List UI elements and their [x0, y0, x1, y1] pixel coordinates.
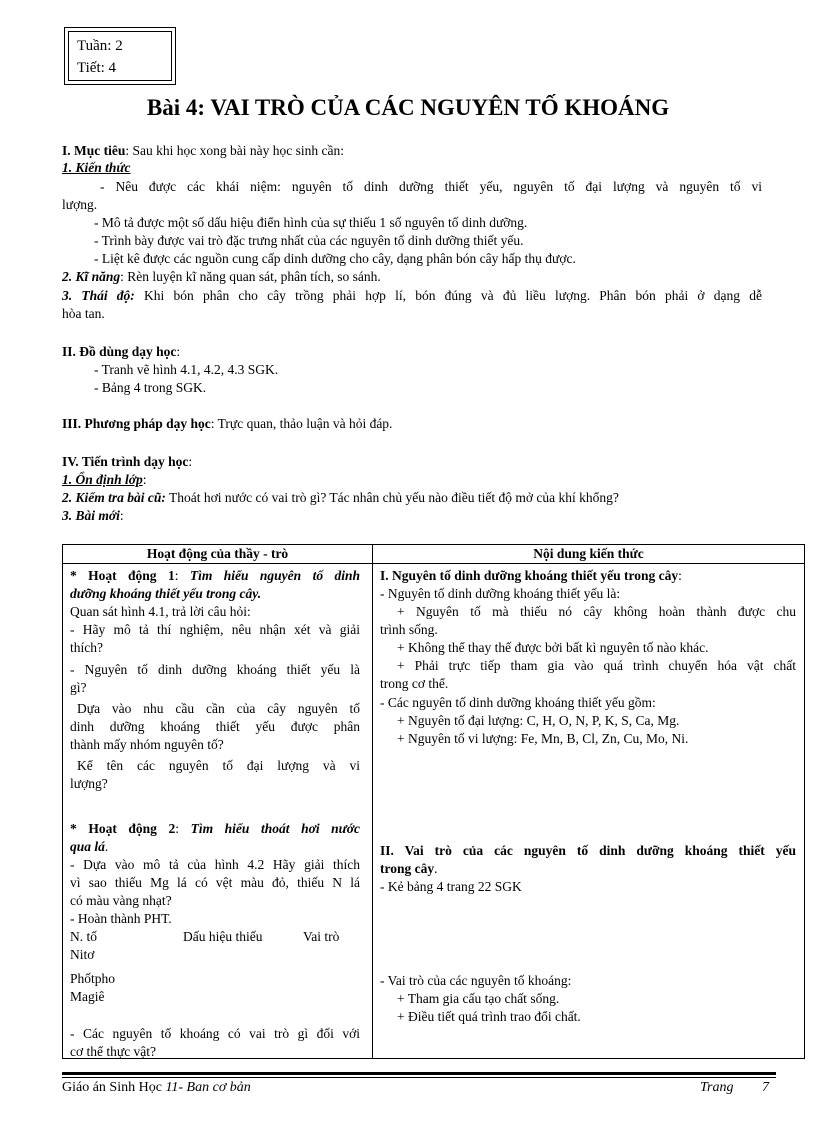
- activities-cell: [63, 564, 372, 1058]
- footer-page-number: 7: [762, 1080, 769, 1095]
- attitude-text-1: Khi bón phân cho cây trồng phải hợp lí, bón đúng và đủ liều lượng. Phân bón phải ở dạng dễ: [134, 288, 762, 303]
- activity1-title-1: Tìm hiểu nguyên tố dinh: [189, 568, 360, 583]
- attitude-text-2: hòa tan.: [62, 306, 105, 321]
- materials-item-2: - Bảng 4 trong SGK.: [94, 380, 207, 395]
- step3-colon: :: [119, 508, 124, 523]
- pht-row-element: Magiê: [70, 989, 105, 1004]
- activity2-prefix: * Hoạt động 2: [70, 821, 176, 836]
- left-line: Dựa vào nhu cầu cần của cây nguyên tố: [77, 701, 360, 716]
- pht-header-role: Vai trò: [303, 929, 340, 944]
- section2-dot: .: [434, 861, 438, 876]
- right-line: + Nguyên tố vi lượng: Fe, Mn, B, Cl, Zn, Cu, Mo, Ni.: [397, 731, 689, 746]
- pht-row-element: Phốtpho: [70, 971, 116, 986]
- skill-line: [62, 268, 772, 285]
- right-line: + Nguyên tố mà thiếu nó cây không hoàn thành được chu: [397, 604, 796, 619]
- section1-colon: :: [678, 568, 682, 583]
- footer-left: [62, 1079, 251, 1096]
- left-line: - Dựa vào mô tả của hình 4.2 Hãy giải thích: [70, 857, 360, 872]
- objectives-line: [62, 142, 772, 159]
- materials-line: [62, 343, 772, 360]
- right-line: + Nguyên tố đại lượng: C, H, O, N, P, K, S, Ca, Mg.: [397, 713, 680, 728]
- week-label: Tuần: 2: [77, 38, 123, 54]
- lesson-table: [62, 544, 805, 1059]
- step1-label: 1. Ổn định lớp: [62, 472, 143, 487]
- left-line: lượng?: [70, 776, 108, 791]
- knowledge-label: 1. Kiến thức: [62, 160, 131, 175]
- footer-left-plain: Giáo án Sinh Học: [62, 1080, 166, 1095]
- footer-left-italic: 11- Ban cơ bản: [165, 1080, 251, 1095]
- left-line: gì?: [70, 680, 87, 695]
- step3-line: [62, 507, 772, 524]
- skill-text: : Rèn luyện kĩ năng quan sát, phân tích, so sánh.: [120, 269, 381, 284]
- left-line: cơ thể thực vật?: [70, 1044, 157, 1059]
- step1-colon: :: [142, 472, 147, 487]
- right-line: - Nguyên tố dinh dưỡng khoáng thiết yếu là:: [380, 586, 621, 601]
- left-line: có màu vàng nhạt?: [70, 893, 172, 908]
- skill-label: 2. Kĩ năng: [62, 269, 121, 284]
- materials-item-1: - Tranh vẽ hình 4.1, 4.2, 4.3 SGK.: [94, 362, 279, 377]
- methods-heading: III. Phương pháp dạy học: [62, 416, 211, 431]
- section2-heading-2: trong cây: [380, 861, 435, 876]
- pht-row-element: Nitơ: [70, 947, 95, 962]
- step3-label: 3. Bài mới: [62, 508, 120, 523]
- activity2-title-2: qua lá: [70, 839, 105, 854]
- step2-line: [62, 489, 772, 506]
- methods-text: : Trực quan, thảo luận và hỏi đáp.: [210, 416, 393, 431]
- step2-label: 2. Kiểm tra bài cũ:: [62, 490, 166, 505]
- left-line: thích?: [70, 640, 103, 655]
- left-line: vì sao thiếu Mg lá có vệt màu đỏ, thiếu N lá: [70, 875, 360, 890]
- process-colon: :: [188, 454, 193, 469]
- right-line: trình sống.: [380, 622, 438, 637]
- footer-rule-thick: [62, 1072, 776, 1075]
- roles-line: + Điều tiết quá trình trao đổi chất.: [397, 1009, 581, 1024]
- section2-heading-2-line: [380, 860, 438, 877]
- attitude-label: 3. Thái độ:: [62, 288, 135, 303]
- roles-line: + Tham gia cấu tạo chất sống.: [397, 991, 560, 1006]
- left-line: - Hoàn thành PHT.: [70, 911, 172, 926]
- attitude-line: [62, 287, 762, 304]
- left-line: Quan sát hình 4.1, trả lời câu hỏi:: [70, 604, 251, 619]
- right-line: - Các nguyên tố dinh dưỡng khoáng thiết yếu gồm:: [380, 695, 656, 710]
- lesson-info-box: [64, 27, 176, 85]
- materials-heading: II. Đồ dùng dạy học: [62, 344, 177, 359]
- process-line: [62, 453, 772, 470]
- pht-header-symptom: Dấu hiệu thiếu: [183, 929, 263, 944]
- section2-heading-1-text: II. Vai trò của các nguyên tố dinh dưỡng khoáng thiết yếu: [380, 843, 796, 858]
- knowledge-heading-line: [62, 159, 772, 176]
- section1-heading: I. Nguyên tố dinh dưỡng khoáng thiết yếu trong cây: [380, 568, 679, 583]
- column-header-activities: Hoạt động của thầy - trò: [63, 545, 373, 564]
- column-header-content: Nội dung kiến thức: [373, 545, 805, 564]
- left-line: - Hãy mô tả thí nghiệm, nêu nhận xét và giải: [70, 622, 360, 637]
- process-heading: IV. Tiến trình dạy học: [62, 454, 189, 469]
- right-line: - Kẻ bảng 4 trang 22 SGK: [380, 879, 522, 894]
- activity1-title-2: dưỡng khoáng thiết yếu trong cây.: [70, 586, 262, 601]
- knowledge-item-3: - Trình bày được vai trò đặc trưng nhất của các nguyên tố dinh dưỡng thiết yếu.: [94, 233, 524, 248]
- step2-text: Thoát hơi nước có vai trò gì? Tác nhân chủ yếu nào điều tiết độ mở của khí khổng?: [165, 490, 619, 505]
- step1-line: [62, 471, 772, 488]
- right-line: trong cơ thể.: [380, 676, 449, 691]
- objectives-heading: I. Mục tiêu: [62, 143, 126, 158]
- roles-line: - Vai trò của các nguyên tố khoáng:: [380, 973, 572, 988]
- materials-colon: :: [176, 344, 181, 359]
- period-label: Tiết: 4: [77, 60, 117, 76]
- pht-header-element: N. tố: [70, 929, 97, 944]
- left-line: - Nguyên tố dinh dưỡng khoáng thiết yếu là: [70, 662, 360, 677]
- activity1-prefix: * Hoạt động 1: [70, 568, 175, 583]
- knowledge-item-1: - Nêu được các khái niệm: nguyên tố dinh dưỡng thiết yếu, nguyên tố đại lượng và nguyên tố vi: [100, 179, 762, 194]
- left-line: - Các nguyên tố khoáng có vai trò gì đối với: [70, 1026, 360, 1041]
- lesson-title: Bài 4: VAI TRÒ CỦA CÁC NGUYÊN TỐ KHOÁNG: [146, 95, 670, 120]
- objectives-intro: : Sau khi học xong bài này học sinh cần:: [125, 143, 344, 158]
- left-line: Kể tên các nguyên tố đại lượng và vi: [77, 758, 360, 773]
- knowledge-item-2: - Mô tả được một số dấu hiệu điển hình của sự thiếu 1 số nguyên tố dinh dưỡng.: [94, 215, 528, 230]
- section1-heading-line: [380, 567, 682, 584]
- right-line: + Phải trực tiếp tham gia vào quá trình chuyển hóa vật chất: [397, 658, 796, 673]
- activity1-colon: :: [174, 568, 190, 583]
- right-line: + Không thể thay thế được bởi bất kì nguyên tố nào khác.: [397, 640, 709, 655]
- methods-line: [62, 415, 772, 432]
- knowledge-item-1-cont: lượng.: [62, 197, 98, 212]
- left-line: thành mấy nhóm nguyên tố?: [70, 737, 224, 752]
- activity2-heading: [70, 820, 360, 837]
- activity2-dot: .: [104, 839, 109, 854]
- footer-page-label: Trang: [700, 1080, 734, 1095]
- knowledge-item-4: - Liệt kê được các nguồn cung cấp dinh dưỡng cho cây, dạng phân bón cây hấp thụ được.: [94, 251, 576, 266]
- left-line: dinh dưỡng khoáng thiết yếu được phân: [70, 719, 360, 734]
- activity1-heading: [70, 567, 360, 584]
- content-cell: [373, 564, 804, 1058]
- footer-rule-thin: [62, 1077, 776, 1078]
- activity2-colon: :: [175, 821, 191, 836]
- activity2-title-1: Tìm hiểu thoát hơi nước: [190, 821, 360, 836]
- section2-heading-1: [380, 842, 796, 859]
